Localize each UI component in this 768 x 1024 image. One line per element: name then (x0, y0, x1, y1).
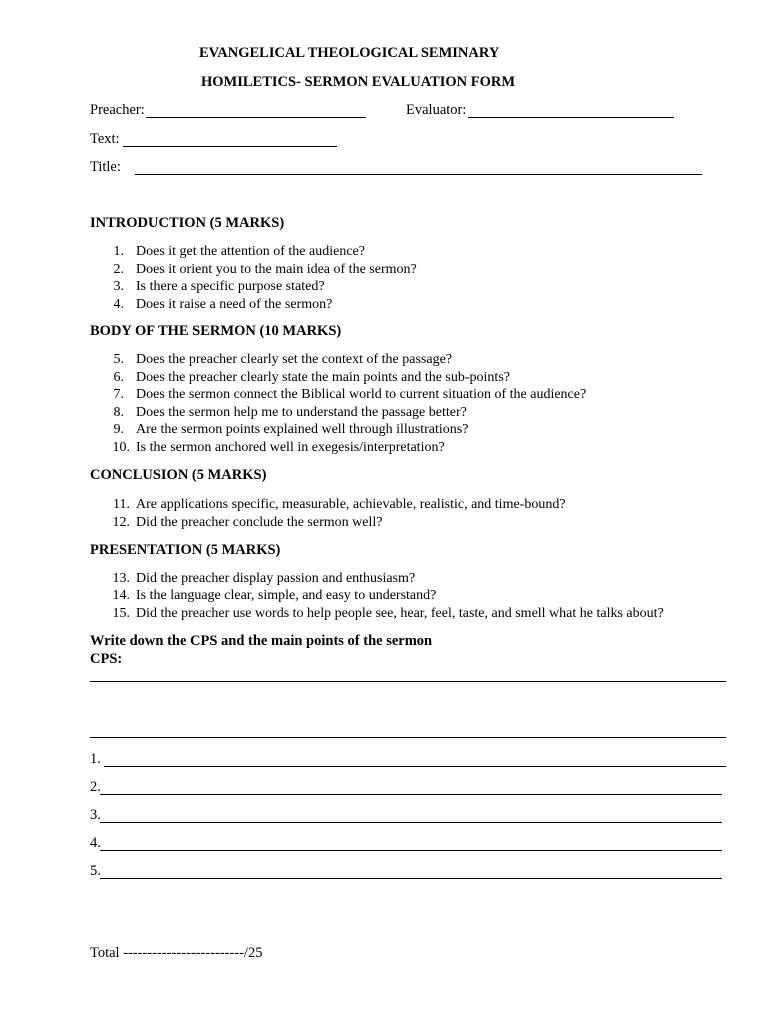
cps-label: CPS: (90, 651, 123, 667)
question-number: 6. (113, 370, 124, 385)
title-label: Title: (90, 159, 121, 175)
point-label: 4. (90, 835, 101, 851)
point-label: 5. (90, 863, 101, 879)
cps-answer-line[interactable] (90, 737, 726, 738)
evaluator-label: Evaluator: (406, 102, 467, 118)
question-number: 3. (113, 279, 124, 294)
presentation-heading: PRESENTATION (5 MARKS) (90, 542, 281, 558)
cps-answer-line[interactable] (90, 681, 726, 682)
point-label: 1. (90, 751, 101, 767)
question-text: Is the sermon anchored well in exegesis/interpretation? (136, 440, 445, 455)
question-number: 5. (113, 352, 124, 367)
question-text: Did the preacher conclude the sermon well? (136, 515, 383, 530)
question-text: Did the preacher use words to help people see, hear, feel, taste, and smell what he talks about? (136, 606, 664, 621)
question-text: Does it get the attention of the audience? (136, 244, 365, 259)
question-text: Is the language clear, simple, and easy to understand? (136, 588, 437, 603)
question-text: Does the preacher clearly set the context of the passage? (136, 352, 453, 367)
point-answer-line[interactable] (100, 822, 722, 823)
point-answer-line[interactable] (100, 794, 722, 795)
point-label: 3. (90, 807, 101, 823)
question-number: 14. (112, 588, 130, 603)
question-number: 10. (112, 440, 130, 455)
point-answer-line[interactable] (100, 850, 722, 851)
point-answer-line[interactable] (104, 766, 726, 767)
question-number: 13. (112, 571, 130, 586)
question-text: Are the sermon points explained well through illustrations? (136, 422, 469, 437)
question-text: Is there a specific purpose stated? (136, 279, 325, 294)
question-number: 7. (113, 387, 124, 402)
preacher-label: Preacher: (90, 102, 145, 118)
question-number: 4. (113, 297, 124, 312)
question-text: Does it orient you to the main idea of the sermon? (136, 262, 417, 277)
question-number: 11. (113, 497, 130, 512)
title-blank-line[interactable] (135, 174, 702, 175)
introduction-heading: INTRODUCTION (5 MARKS) (90, 215, 285, 231)
question-text: Did the preacher display passion and enthusiasm? (136, 571, 416, 586)
question-text: Does the preacher clearly state the main points and the sub-points? (136, 370, 510, 385)
question-text: Does it raise a need of the sermon? (136, 297, 333, 312)
point-label: 2. (90, 779, 101, 795)
question-number: 9. (113, 422, 124, 437)
point-answer-line[interactable] (100, 878, 722, 879)
conclusion-heading: CONCLUSION (5 MARKS) (90, 467, 267, 483)
text-blank-line[interactable] (123, 146, 337, 147)
evaluator-blank-line[interactable] (468, 117, 674, 118)
preacher-blank-line[interactable] (146, 117, 366, 118)
text-label: Text: (90, 131, 120, 147)
question-number: 15. (112, 606, 130, 621)
form-title: HOMILETICS- SERMON EVALUATION FORM (201, 74, 516, 90)
question-number: 8. (113, 405, 124, 420)
institution-title: EVANGELICAL THEOLOGICAL SEMINARY (199, 45, 500, 61)
body-heading: BODY OF THE SERMON (10 MARKS) (90, 323, 342, 339)
question-number: 2. (113, 262, 124, 277)
question-text: Are applications specific, measurable, achievable, realistic, and time-bound? (136, 497, 566, 512)
question-text: Does the sermon help me to understand the passage better? (136, 405, 467, 420)
cps-instruction: Write down the CPS and the main points of the sermon (90, 633, 433, 649)
question-number: 1. (113, 244, 124, 259)
question-number: 12. (112, 515, 130, 530)
question-text: Does the sermon connect the Biblical world to current situation of the audience? (136, 387, 587, 402)
total-score: Total -------------------------/25 (90, 945, 263, 961)
